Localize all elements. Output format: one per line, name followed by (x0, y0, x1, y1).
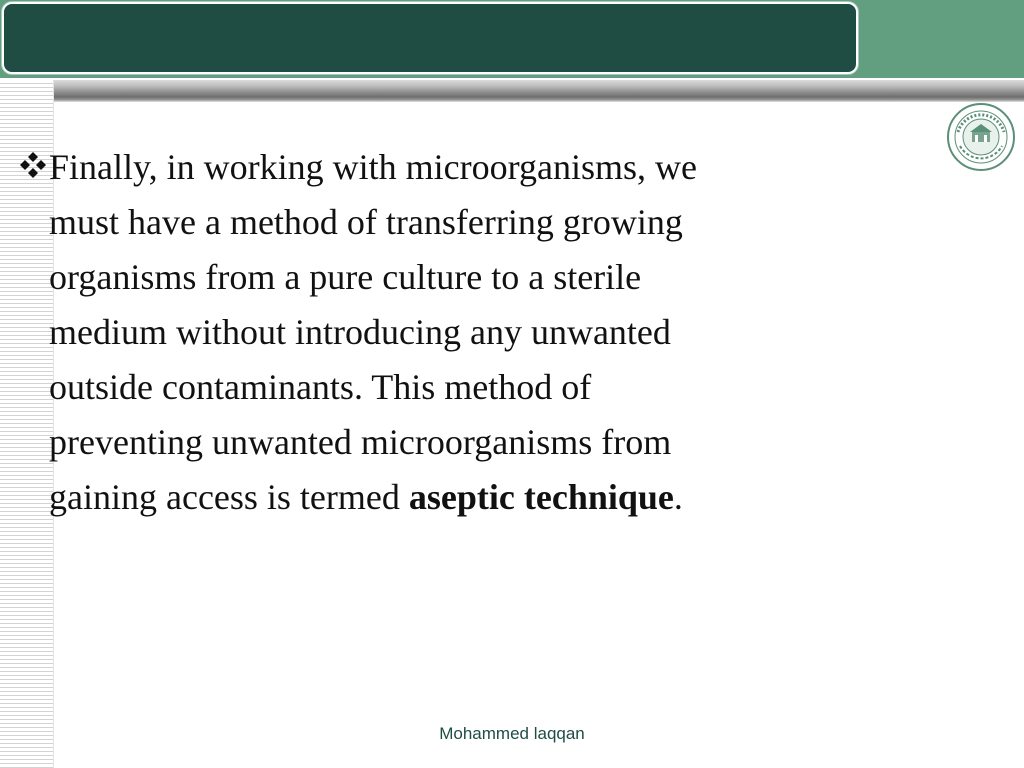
slide-body (18, 140, 898, 525)
paragraph-line: must have a method of transferring growing (49, 202, 683, 242)
paragraph-line: Finally, in working with microorganisms, we (49, 147, 697, 187)
paragraph-line: outside contaminants. This method of (49, 367, 592, 407)
emphasis-term: aseptic technique (408, 477, 674, 517)
title-placeholder (2, 2, 858, 74)
footer-author: Mohammed laqqan (439, 724, 585, 743)
paragraph-line: medium without introducing any unwanted (49, 312, 671, 352)
paragraph-line-start: gaining access is termed (49, 477, 409, 517)
header-divider (0, 80, 1024, 102)
paragraph-line: preventing unwanted microorganisms from (49, 422, 672, 462)
bullet-paragraph (18, 140, 898, 525)
paragraph-line: organisms from a pure culture to a sterile (49, 257, 642, 297)
paragraph-line-end: . (673, 477, 683, 517)
diamond-quad-icon (18, 150, 48, 180)
university-seal-icon (946, 102, 1016, 172)
